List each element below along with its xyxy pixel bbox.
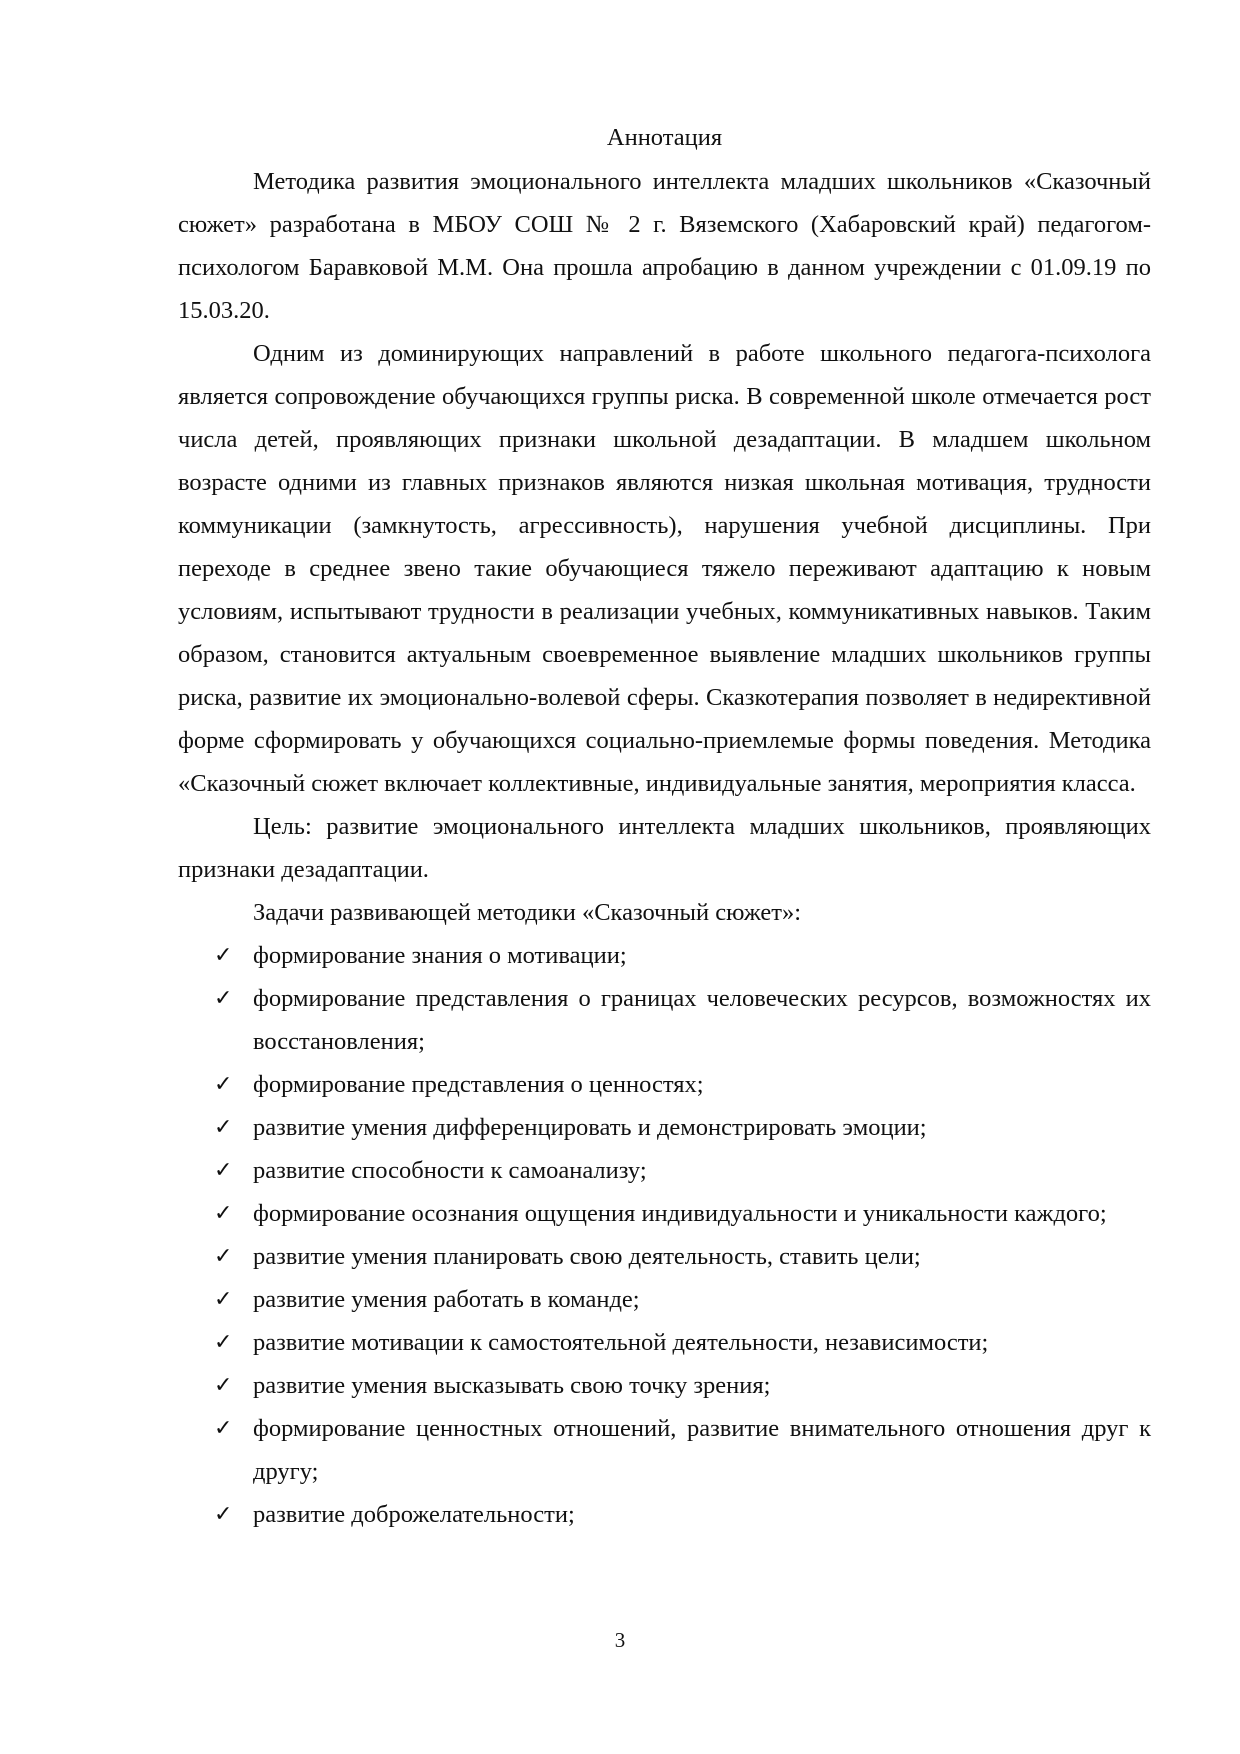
checkmark-icon: ✓: [214, 1502, 233, 1527]
page-title: Аннотация: [606, 124, 723, 151]
task-text: формирование ценностных отношений, развитие внимательного отношения друг к другу;: [253, 1415, 1151, 1485]
list-item: [178, 1235, 1151, 1278]
tasks-heading: Задачи развивающей методики «Сказочный сюжет»:: [253, 899, 802, 926]
task-text: развитие способности к самоанализу;: [253, 1157, 647, 1184]
main-paragraph: Одним из доминирующих направлений в работе школьного педагога-психолога является сопровождение обучающихся группы риска. В современной школе отмечается рост числа детей, проявляющих признаки школьной дезадаптации. В младшем школьном возрасте одними из главных признаков являются низкая школьная мотивация, трудности коммуникации (замкнутость, агрессивность), нарушения учебной дисциплины. При переходе в среднее звено такие обучающиеся тяжело переживают адаптацию к новым условиям, испытывают трудности в реализации учебных, коммуникативных навыков. Таким образом, становится актуальным своевременное выявление младших школьников группы риска, развитие их эмоционально-волевой сферы. Сказкотерапия позволяет в недирективной форме сформировать у обучающихся социально-приемлемые формы поведения. Методика «Сказочный сюжет включает коллективные, индивидуальные занятия, мероприятия класса.: [178, 340, 1151, 797]
checkmark-icon: ✓: [214, 943, 233, 968]
task-text: формирование знания о мотивации;: [253, 942, 627, 969]
list-item: [178, 934, 1151, 977]
list-item: [178, 1278, 1151, 1321]
checkmark-icon: ✓: [214, 1330, 233, 1355]
checkmark-icon: ✓: [214, 1373, 233, 1398]
checkmark-icon: ✓: [214, 1115, 233, 1140]
checkmark-icon: ✓: [214, 1416, 233, 1441]
list-item: [178, 1149, 1151, 1192]
list-item: [178, 1364, 1151, 1407]
task-text: формирование представления о границах человеческих ресурсов, возможностях их восстановления;: [253, 985, 1151, 1055]
task-text: развитие умения дифференцировать и демонстрировать эмоции;: [253, 1114, 927, 1141]
list-item: [178, 1192, 1151, 1235]
task-text: развитие умения планировать свою деятельность, ставить цели;: [253, 1243, 921, 1270]
list-item: [178, 1321, 1151, 1364]
task-text: развитие умения работать в команде;: [253, 1286, 640, 1313]
list-item: [178, 977, 1151, 1063]
checkmark-icon: ✓: [214, 1072, 233, 1097]
task-text: развитие доброжелательности;: [253, 1501, 575, 1528]
goal-paragraph: Цель: развитие эмоционального интеллекта младших школьников, проявляющих признаки дезадаптации.: [178, 813, 1151, 883]
checkmark-icon: ✓: [214, 1201, 233, 1226]
checkmark-icon: ✓: [214, 1287, 233, 1312]
document-page: [178, 116, 1151, 1536]
tasks-list: [178, 934, 1151, 1536]
list-item: [178, 1493, 1151, 1536]
checkmark-icon: ✓: [214, 986, 233, 1011]
checkmark-icon: ✓: [214, 1158, 233, 1183]
task-text: развитие умения высказывать свою точку зрения;: [253, 1372, 771, 1399]
checkmark-icon: ✓: [214, 1244, 233, 1269]
task-text: формирование осознания ощущения индивидуальности и уникальности каждого;: [253, 1200, 1107, 1227]
list-item: [178, 1106, 1151, 1149]
page-number: 3: [614, 1628, 626, 1652]
intro-paragraph: Методика развития эмоционального интеллекта младших школьников «Сказочный сюжет» разработана в МБОУ СОШ № 2 г. Вяземского (Хабаровский край) педагогом-психологом Баравковой М.М. Она прошла апробацию в данном учреждении с 01.09.19 по 15.03.20.: [178, 168, 1151, 324]
list-item: [178, 1063, 1151, 1106]
list-item: [178, 1407, 1151, 1493]
task-text: развитие мотивации к самостоятельной деятельности, независимости;: [253, 1329, 989, 1356]
task-text: формирование представления о ценностях;: [253, 1071, 704, 1098]
